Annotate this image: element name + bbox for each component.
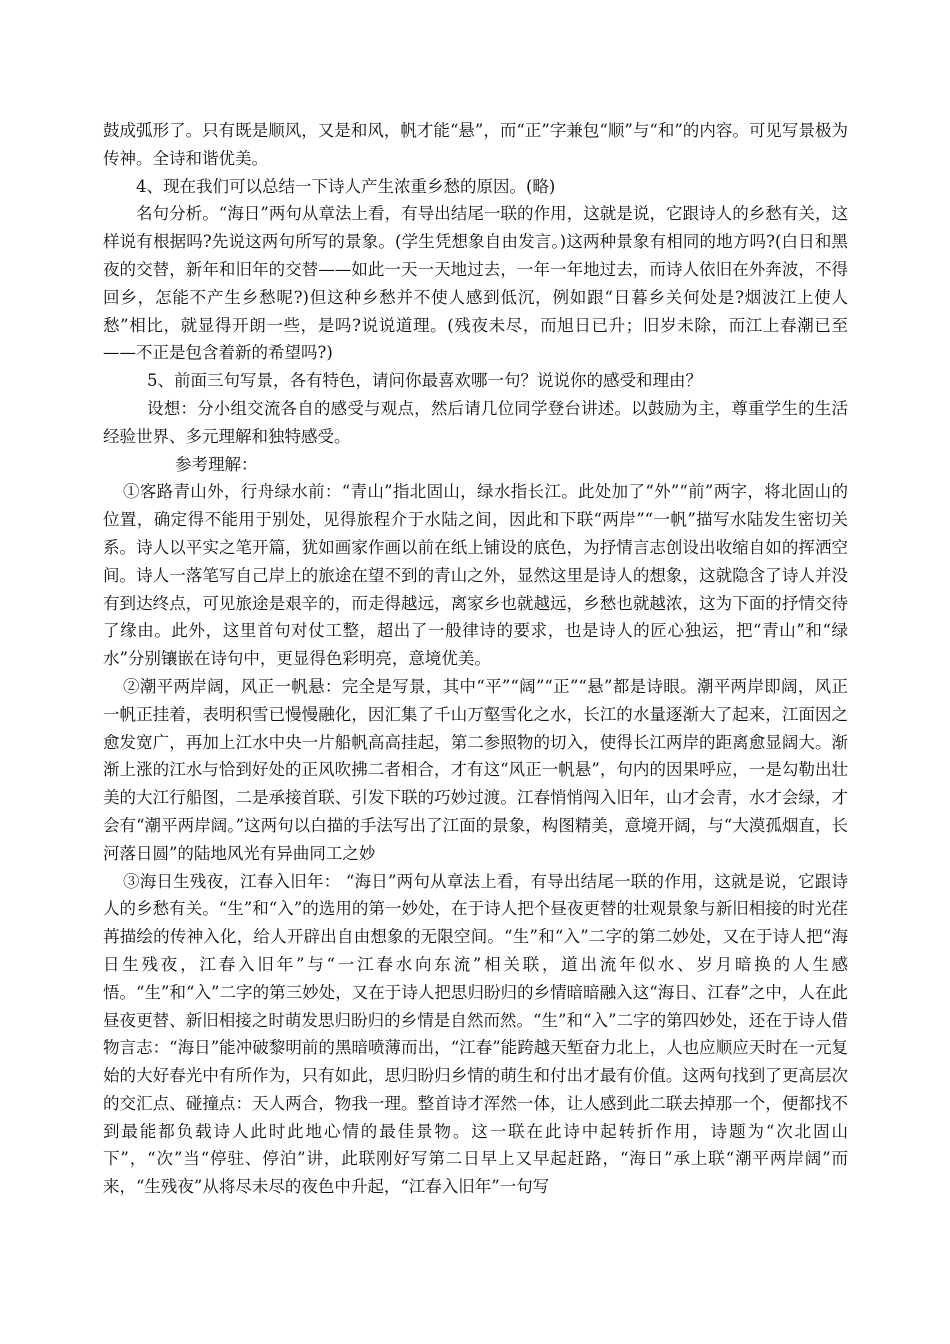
paragraph-line-2-analysis: ②潮平两岸阔，风正一帆悬：完全是写景，其中“平”“阔”“正”“悬”都是诗眼。潮平两岸即阔，风正一帆正挂着，表明积雪已慢慢融化，因汇集了千山万壑雪化之水，长江的水量逐渐大了起来，江面因之愈发宽广，再加上江水中央一片船帆高高挂起，第二参照物的切入，使得长江两岸的距离愈显阔大。渐渐上涨的江水与恰到好处的正风吹拂二者相合，才有这“风正一帆悬”，句内的因果呼应，一是勾勒出壮美的大江行船图，二是承接首联、引发下联的巧妙过渡。江春悄悄闯入旧年，山才会青，水才会绿，才会有“潮平两岸阔。”这两句以白描的手法写出了江面的景象，构图精美，意境开阔，与“大漠孤烟直，长河落日圆”的陆地风光有异曲同工之妙 xyxy=(103,676,848,863)
paragraph-line-3-analysis: ③海日生残夜，江春入旧年： “海日”两句从章法上看，有导出结尾一联的作用，这就是说，它跟诗人的乡愁有关。“生”和“入”的选用的第一妙处，在于诗人把个昼夜更替的壮观景象与新旧相接的时光荏苒描绘的传神入化，给人开辟出自由想象的无限空间。“生”和“入”二字的第二妙处，又在于诗人把“海日生残夜，江春入旧年”与“一江春水向东流”相关联，道出流年似水、岁月暗换的人生感悟。“生”和“入”二字的第三妙处，又在于诗人把思归盼归的乡情暗暗融入这“海日、江春”之中，人在此昼夜更替、新旧相接之时萌发思归盼归的乡情是自然而然。“生”和“入”二字的第四妙处，还在于诗人借物言志：“海日”能冲破黎明前的黑暗喷薄而出，“江春”能跨越天堑奋力北上，人也应顺应天时在一元复始的大好春光中有所作为，只有如此，思归盼归乡情的萌生和付出才最有价值。这两句找到了更高层次的交汇点、碰撞点：天人两合，物我一理。整首诗才浑然一体，让人感到此二联去掉那一个，便都找不到最能都负载诗人此时此地心情的最佳景物。这一联在此诗中起转折作用，诗题为“次北固山下”，“次”当“停驻、停泊”讲，此联刚好写第二日早上又早起赶路，“海日”承上联“潮平两岸阔”而来，“生残夜”从将尽未尽的夜色中升起，“江春入旧年”一句写 xyxy=(103,871,848,1197)
paragraph-question-4: 4、现在我们可以总结一下诗人产生浓重乡愁的原因。(略) xyxy=(136,176,556,196)
paragraph-reference-heading: 参考理解： xyxy=(175,454,258,474)
paragraph-continuation: 鼓成弧形了。只有既是顺风，又是和风，帆才能“悬”，而“正”字兼包“顺”与“和”的内容。可见写景极为传神。全诗和谐优美。 xyxy=(103,121,848,168)
document-body xyxy=(103,117,848,1201)
paragraph-famous-line-analysis: 名句分析。“海日”两句从章法上看，有导出结尾一联的作用，这就是说，它跟诗人的乡愁有关，这样说有根据吗?先说这两句所写的景象。(学生凭想象自由发言。)这两种景象有相同的地方吗?(白日和黑夜的交替，新年和旧年的交替——如此一天一天地过去，一年一年地过去，而诗人依旧在外奔波，不得回乡，怎能不产生乡愁呢?)但这种乡愁并不使人感到低沉，例如跟“日暮乡关何处是?烟波江上使人愁”相比，就显得开朗一些，是吗?说说道理。(残夜未尽，而旭日已升；旧岁未除，而江上春潮已至——不正是包含着新的希望吗?) xyxy=(103,204,848,363)
paragraph-design-note: 设想：分小组交流各自的感受与观点，然后请几位同学登台讲述。以鼓励为主，尊重学生的生活经验世界、多元理解和独特感受。 xyxy=(103,398,848,446)
paragraph-line-1-analysis: ①客路青山外，行舟绿水前：“青山”指北固山，绿水指长江。此处加了“外”“前”两字，将北固山的位置，确定得不能用于别处，见得旅程介于水陆之间，因此和下联“两岸”“一帆”描写水陆发生密切关系。诗人以平实之笔开篇，犹如画家作画以前在纸上铺设的底色，为抒情言志创设出收缩自如的挥洒空间。诗人一落笔写自己岸上的旅途在望不到的青山之外，显然这里是诗人的想象，这就隐含了诗人并没有到达终点，可见旅途是艰辛的，而走得越远，离家乡也就越远，乡愁也就越浓，这为下面的抒情交待了缘由。此外，这里首句对仗工整，超出了一般律诗的要求，也是诗人的匠心独运，把“青山”和“绿水”分别镶嵌在诗句中，更显得色彩明亮，意境优美。 xyxy=(103,482,848,669)
paragraph-question-5: 5、前面三句写景，各有特色，请问你最喜欢哪一句？说说你的感受和理由？ xyxy=(147,371,702,391)
